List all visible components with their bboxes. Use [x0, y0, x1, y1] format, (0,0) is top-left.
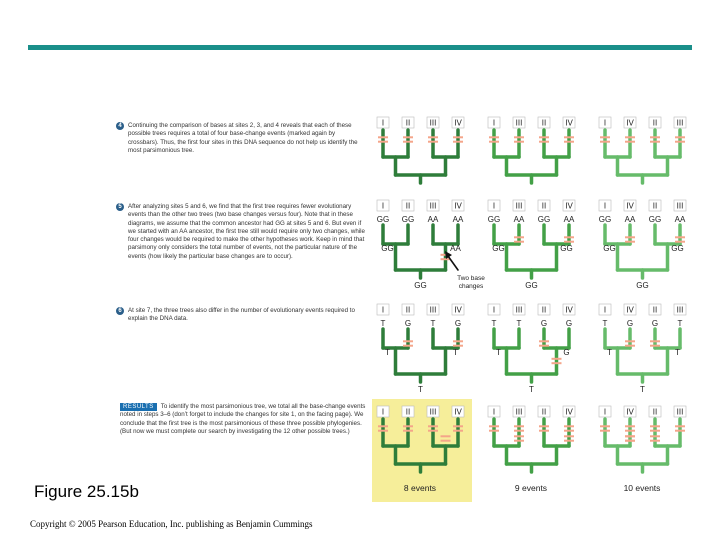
row4-tree2-crossbar-2-a: [514, 425, 524, 427]
step-6-number: 6: [116, 307, 124, 315]
row4-tree2-tip-label-4: IV: [565, 407, 573, 417]
row4-tree3-crossbar-6-a: [650, 435, 660, 437]
row4-tree3-crossbar-7-b: [625, 440, 635, 442]
row4-tree1-crossbar-5-b: [441, 440, 451, 442]
row4-tree2-crossbar-6-b: [564, 440, 574, 442]
row3-tree3-crossbar-2-a: [650, 340, 660, 342]
step-4-number: 4: [116, 122, 124, 130]
row1-tree3-tip-label-3: II: [652, 118, 658, 128]
row2-tree2-leaf-state-4: AA: [563, 215, 575, 224]
row4-tree2-tip-label-3: II: [541, 407, 547, 417]
row3-tree1-tip-label-2: II: [405, 305, 411, 315]
row4-tree2-crossbar-1-a: [489, 425, 499, 427]
row4-tree1-tip-label-4: IV: [454, 407, 462, 417]
step-5-number: 5: [116, 203, 124, 211]
row1-tree1-tip-label-4: IV: [454, 118, 462, 128]
row2-tree3-crossbar-1-b: [625, 241, 635, 243]
row3-tree3-leaf-state-1: T: [602, 319, 608, 328]
row4-tree1-tip-label-1: I: [381, 407, 385, 417]
row3-tree2-tip-label-3: II: [541, 305, 547, 315]
row2-tree3-root-state: GG: [636, 281, 649, 290]
row1-tree1-crossbar-3-b: [428, 141, 438, 143]
row4-tree2-crossbar-5-b: [514, 440, 524, 442]
row1-tree1-crossbar-2-b: [403, 141, 413, 143]
row2-tree2-internal-state-1: GG: [492, 244, 505, 253]
row4-tree3-crossbar-4-a: [675, 425, 685, 427]
row2-tree2-leaf-state-2: AA: [513, 215, 525, 224]
row1-tree1-tip-label-2: II: [405, 118, 411, 128]
row3-tree3-leaf-state-2: G: [626, 319, 634, 328]
row1-tree1-tip-label-1: I: [381, 118, 385, 128]
row4-tree2-crossbar-5-a: [514, 435, 524, 437]
row4-tree3-crossbar-1-a: [600, 425, 610, 427]
step-6-text: At site 7, the three trees also differ in the number of evolutionary events required to explain the DNA data.: [128, 307, 355, 323]
row2-tree1-leaf-state-2: GG: [401, 215, 415, 224]
row3-tree1-leaf-state-1: T: [380, 319, 386, 328]
total-events-tree-3: 10 events: [623, 483, 661, 493]
row4-tree2-crossbar-3-b: [539, 430, 549, 432]
row4-tree3-crossbar-1-b: [600, 430, 610, 432]
row1-tree3-crossbar-3-a: [650, 136, 660, 138]
row3-tree2-crossbar-1-b: [552, 362, 562, 364]
row2-tree3-tip-label-4: III: [676, 201, 684, 211]
results-tag: RESULTS: [120, 403, 157, 411]
row1-tree2-crossbar-1-a: [489, 136, 499, 138]
row3-tree3-crossbar-2-b: [650, 345, 660, 347]
row3-tree1-internal-state-2: T: [453, 348, 458, 357]
row3-tree1-tip-label-3: III: [429, 305, 437, 315]
row1-tree2-crossbar-2-b: [514, 141, 524, 143]
row2-tree3-leaf-state-3: GG: [648, 215, 662, 224]
row4-tree2-tip-label-2: III: [515, 407, 523, 417]
row3-tree1-root-state: T: [418, 385, 423, 394]
row2-tree2-tip-label-2: III: [515, 201, 523, 211]
row3-tree3-root-state: T: [640, 385, 645, 394]
row2-tree3-tip-label-3: II: [652, 201, 658, 211]
row1-tree3-crossbar-1-a: [600, 136, 610, 138]
row1-tree3-tip-label-4: III: [676, 118, 684, 128]
row4-tree1-crossbar-3-a: [428, 425, 438, 427]
row2-tree1-leaf-state-4: AA: [452, 215, 464, 224]
copyright-notice: Copyright © 2005 Pearson Education, Inc. publishing as Benjamin Cummings: [30, 519, 313, 529]
row3-tree3-crossbar-1-b: [625, 345, 635, 347]
row3-tree2-crossbar-1-a: [552, 358, 562, 360]
row4-tree2-crossbar-3-a: [539, 425, 549, 427]
row2-tree1-root-state: GG: [414, 281, 427, 290]
row3-tree2-internal-state-1: T: [496, 348, 501, 357]
row3-tree1-leaf-state-4: G: [454, 319, 462, 328]
figure-label: Figure 25.15b: [34, 482, 139, 501]
row3-tree1-crossbar-2-a: [453, 340, 463, 342]
row3-tree2-root-state: T: [529, 385, 534, 394]
row2-tree1-internal-state-2: AA: [450, 244, 461, 253]
row4-tree1-crossbar-4-b: [453, 430, 463, 432]
row4-tree2-crossbar-6-a: [564, 435, 574, 437]
row2-tree2-crossbar-1-b: [514, 241, 524, 243]
row2-tree1-leaf-state-3: AA: [427, 215, 439, 224]
row4-tree1-crossbar-1-b: [378, 430, 388, 432]
row2-tree3-leaf-state-1: GG: [598, 215, 612, 224]
row2-tree3-leaf-state-2: AA: [624, 215, 636, 224]
row4-tree1-crossbar-3-b: [428, 430, 438, 432]
row3-tree3-leaf-state-4: T: [677, 319, 683, 328]
row3-tree3-leaf-state-3: G: [651, 319, 659, 328]
row2-tree1-tip-label-2: II: [405, 201, 411, 211]
row4-tree3-tip-label-3: II: [652, 407, 658, 417]
row2-tree1-internal-state-1: GG: [381, 244, 394, 253]
row3-tree3-tip-label-1: I: [603, 305, 607, 315]
row2-tree2-tip-label-3: II: [541, 201, 547, 211]
row2-tree3-crossbar-2-a: [675, 236, 685, 238]
row3-tree2-leaf-state-4: G: [565, 319, 573, 328]
row2-tree3-tip-label-1: I: [603, 201, 607, 211]
row4-tree2-crossbar-2-b: [514, 430, 524, 432]
row3-tree3-crossbar-1-a: [625, 340, 635, 342]
row3-tree2-tip-label-4: IV: [565, 305, 573, 315]
row2-tree2-leaf-state-3: GG: [537, 215, 551, 224]
row2-tree2-crossbar-1-a: [514, 236, 524, 238]
row1-tree2-crossbar-4-b: [564, 141, 574, 143]
row4-tree3-crossbar-6-b: [650, 440, 660, 442]
row4-tree1-tip-label-2: II: [405, 407, 411, 417]
row2-tree1-tip-label-4: IV: [454, 201, 462, 211]
row1-tree3-crossbar-4-a: [675, 136, 685, 138]
row1-tree2-tip-label-3: II: [541, 118, 547, 128]
row4-tree2-tip-label-1: I: [492, 407, 496, 417]
row4-tree3-crossbar-4-b: [675, 430, 685, 432]
row1-tree2-crossbar-1-b: [489, 141, 499, 143]
row3-tree2-tip-label-2: III: [515, 305, 523, 315]
row2-tree3-crossbar-2-b: [675, 241, 685, 243]
row1-tree3-crossbar-3-b: [650, 141, 660, 143]
row3-tree2-leaf-state-2: T: [516, 319, 522, 328]
row4-tree1-crossbar-5-a: [441, 435, 451, 437]
row3-tree1-crossbar-1-a: [403, 340, 413, 342]
row2-tree3-internal-state-2: GG: [671, 244, 684, 253]
row1-tree3-crossbar-2-a: [625, 136, 635, 138]
row1-tree3-tip-label-2: IV: [626, 118, 634, 128]
row1-tree2-tip-label-4: IV: [565, 118, 573, 128]
two-base-changes-arrow: [448, 256, 458, 270]
row3-tree2-leaf-state-3: G: [540, 319, 548, 328]
row4-tree3-crossbar-2-b: [625, 430, 635, 432]
row3-tree1-leaf-state-3: T: [430, 319, 436, 328]
row4-tree1-crossbar-2-b: [403, 430, 413, 432]
row4-tree1-tip-label-3: III: [429, 407, 437, 417]
row1-tree3-tip-label-1: I: [603, 118, 607, 128]
row4-tree3-crossbar-2-a: [625, 425, 635, 427]
row3-tree3-tip-label-3: II: [652, 305, 658, 315]
row1-tree1-crossbar-1-b: [378, 141, 388, 143]
row1-tree1-crossbar-2-a: [403, 136, 413, 138]
row2-tree3-leaf-state-4: AA: [674, 215, 686, 224]
row3-tree1-tip-label-4: IV: [454, 305, 462, 315]
row1-tree3-crossbar-4-b: [675, 141, 685, 143]
two-base-changes-line-1: Two base: [457, 275, 485, 282]
row1-tree2-tip-label-2: III: [515, 118, 523, 128]
row1-tree2-crossbar-4-a: [564, 136, 574, 138]
row1-tree2-crossbar-3-b: [539, 141, 549, 143]
row4-tree3-crossbar-3-a: [650, 425, 660, 427]
row4-tree1-crossbar-1-a: [378, 425, 388, 427]
row3-tree2-internal-state-2: G: [563, 348, 570, 357]
row3-tree1-tip-label-1: I: [381, 305, 385, 315]
row2-tree2-root-state: GG: [525, 281, 538, 290]
row3-tree2-crossbar-2-b: [539, 345, 549, 347]
row4-tree3-crossbar-3-b: [650, 430, 660, 432]
row1-tree1-crossbar-4-b: [453, 141, 463, 143]
row4-tree2-crossbar-4-b: [564, 430, 574, 432]
row2-tree1-tip-label-1: I: [381, 201, 385, 211]
row4-tree3-tip-label-4: III: [676, 407, 684, 417]
row1-tree1-crossbar-1-a: [378, 136, 388, 138]
row2-tree3-crossbar-1-a: [625, 236, 635, 238]
row2-tree2-crossbar-2-a: [564, 236, 574, 238]
total-events-tree-2: 9 events: [514, 483, 548, 493]
row1-tree2-tip-label-1: I: [492, 118, 496, 128]
row1-tree1-crossbar-3-a: [428, 136, 438, 138]
row1-tree2-crossbar-2-a: [514, 136, 524, 138]
row3-tree1-crossbar-2-b: [453, 345, 463, 347]
row4-tree2-crossbar-1-b: [489, 430, 499, 432]
row2-tree2-tip-label-1: I: [492, 201, 496, 211]
row2-tree2-tip-label-4: IV: [565, 201, 573, 211]
row4-tree3-tip-label-2: IV: [626, 407, 634, 417]
row3-tree3-tip-label-4: III: [676, 305, 684, 315]
row4-tree3-crossbar-7-a: [625, 435, 635, 437]
row3-tree3-tip-label-2: IV: [626, 305, 634, 315]
row3-tree3-internal-state-1: T: [607, 348, 612, 357]
two-base-changes-line-2: changes: [458, 283, 484, 290]
row3-tree1-internal-state-1: T: [385, 348, 390, 357]
row1-tree2-crossbar-3-a: [539, 136, 549, 138]
row2-tree1-tip-label-3: III: [429, 201, 437, 211]
total-events-tree-1: 8 events: [403, 483, 437, 493]
row3-tree2-tip-label-1: I: [492, 305, 496, 315]
step-5-text: After analyzing sites 5 and 6, we find that the first tree requires fewer evolutionary events than the other two trees (two base changes versus four). Note that in these diagrams, we assume that the common ancestor had GG at sites 5 and 6. But even if we started with an AA ancestor, the first tree still would require only two changes, while four changes would be required to make the other hypotheses work. Keep in mind that parsimony only considers the total number of events, not the particular nature of the events (how likely the particular base changes are to occur).: [128, 203, 365, 260]
row4-tree1-crossbar-4-a: [453, 425, 463, 427]
row2-tree1-leaf-state-1: GG: [376, 215, 390, 224]
row3-tree3-internal-state-2: T: [675, 348, 680, 357]
row3-tree2-crossbar-2-a: [539, 340, 549, 342]
results-text: To identify the most parsimonious tree, we total all the base-change events noted in steps 3–6 (don’t forget to include the changes for site 1, on the facing page). We conclude that the first tree is the most parsimonious of these three possible phylogenies. (But now we must complete our search by investigating the 12 other possible trees.): [120, 403, 366, 435]
row4-tree3-tip-label-1: I: [603, 407, 607, 417]
row1-tree1-crossbar-4-a: [453, 136, 463, 138]
row3-tree2-leaf-state-1: T: [491, 319, 497, 328]
row4-tree2-crossbar-4-a: [564, 425, 574, 427]
row3-tree1-crossbar-1-b: [403, 345, 413, 347]
row3-tree1-leaf-state-2: G: [404, 319, 412, 328]
row1-tree1-tip-label-3: III: [429, 118, 437, 128]
step-4-text: Continuing the comparison of bases at sites 2, 3, and 4 reveals that each of these possible trees requires a total of four base-change events (marked again by crossbars). Thus, the first four sites in this DNA sequence do not help us identify the most parsimonious tree.: [128, 122, 358, 154]
row2-tree2-leaf-state-1: GG: [487, 215, 501, 224]
row1-tree3-crossbar-1-b: [600, 141, 610, 143]
row1-tree3-crossbar-2-b: [625, 141, 635, 143]
row2-tree2-crossbar-2-b: [564, 241, 574, 243]
row2-tree2-internal-state-2: GG: [560, 244, 573, 253]
row2-tree3-internal-state-1: GG: [603, 244, 616, 253]
row4-tree1-crossbar-2-a: [403, 425, 413, 427]
row2-tree3-tip-label-2: IV: [626, 201, 634, 211]
